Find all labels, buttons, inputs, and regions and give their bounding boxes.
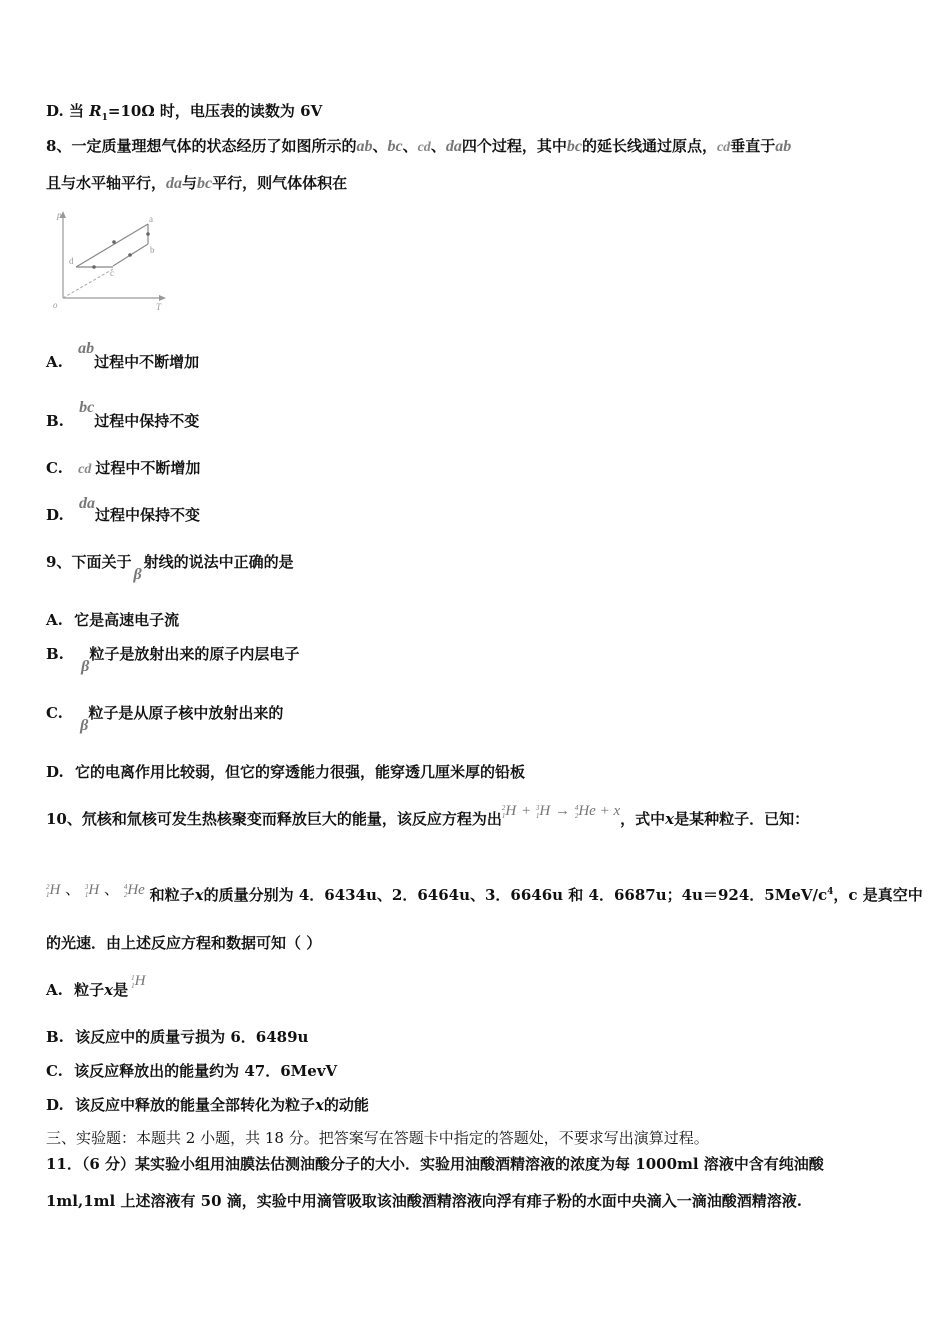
- question-number: 8、: [46, 137, 72, 155]
- nuclide-deuterium: 2 1 H: [46, 882, 61, 899]
- stem-text: 垂直于: [730, 137, 776, 155]
- option-label: D.: [46, 1096, 64, 1114]
- q10-stem-line1: [46, 803, 810, 830]
- q9-option-d: [46, 762, 525, 782]
- y-axis-label: p: [57, 210, 62, 220]
- stem-text: 1ml,1ml 上述溶液有 50 滴，实验中用滴管吸取该油酸酒精溶液向浮有痱子粉的水面中央滴入一滴油酸酒精溶液.: [46, 1192, 803, 1210]
- section-text: 三、实验题：本题共 2 小题，共 18 分。把答案写在答题卡中指定的答题处，不要求写出演算过程。: [46, 1129, 709, 1147]
- math-cd: cd: [716, 140, 731, 155]
- x-axis-arrow: [159, 295, 166, 301]
- option-label: C.: [46, 1062, 63, 1080]
- stem-text: 的延长线通过原点，: [581, 137, 717, 155]
- q9-option-c: [46, 703, 284, 734]
- option-text: 过程中保持不变: [94, 506, 200, 524]
- option-text: 粒子: [74, 981, 105, 999]
- stem-text: 一定质量理想气体的状态经历了如图所示的: [71, 137, 357, 155]
- nuclide-proton: 1 1 H: [131, 973, 146, 990]
- point-b-label: b: [150, 245, 155, 255]
- stem-text: 平行，则气体体积在: [212, 174, 348, 192]
- separator: 、: [65, 880, 81, 898]
- math-bc: bc: [79, 399, 95, 416]
- math-bc: bc: [197, 175, 213, 192]
- question-number: 9、: [46, 553, 72, 571]
- arrow-dot-cd: [92, 265, 96, 269]
- option-label: D.: [46, 763, 64, 781]
- option-text: 该反应中释放的能量全部转化为粒子: [74, 1096, 315, 1114]
- option-text: 过程中不断增加: [95, 459, 201, 477]
- math-da: da: [166, 175, 183, 192]
- stem-text: 四个过程，其中: [461, 137, 567, 155]
- math-x: x: [194, 886, 204, 904]
- math-da: da: [445, 138, 462, 155]
- q9-option-b: [46, 644, 300, 675]
- arrow-dot-da: [112, 240, 116, 244]
- exponent: 4: [827, 887, 834, 897]
- option-label: C.: [46, 459, 63, 477]
- plus-sign: +: [521, 803, 532, 819]
- q8-option-d: [46, 495, 200, 526]
- x-axis-label: T: [156, 302, 162, 312]
- option-text: 粒子是放射出来的原子内层电子: [89, 645, 300, 663]
- option-text: 该反应释放出的能量约为 47．6MevV: [74, 1062, 338, 1080]
- math-da: da: [78, 495, 95, 512]
- q10-option-b: [46, 1027, 308, 1047]
- point-a-label: a: [149, 214, 153, 224]
- nuclide-deuterium: 2 1 H: [501, 803, 517, 820]
- stem-text: 的质量分别为 4．6434u、2．6464u、3．6646u 和 4．6687u；4u＝924．5MeV/c: [203, 886, 828, 904]
- stem-text: ，c 是真空中: [833, 886, 923, 904]
- option-label: D.: [46, 506, 64, 524]
- nuclide-list: [46, 880, 150, 898]
- q10-stem-line2: [46, 882, 923, 906]
- q8-stem-line1: [46, 136, 791, 158]
- point-d-label: d: [69, 256, 74, 266]
- stem-text: 射线的说法中正确的是: [143, 553, 294, 571]
- q10-stem-line3: [46, 933, 321, 953]
- math-beta: β: [133, 566, 142, 583]
- q8-stem-line2: [46, 173, 347, 194]
- option-text: 它的电离作用比较弱，但它的穿透能力很强，能穿透几厘米厚的铅板: [74, 763, 525, 781]
- separator: 、: [372, 137, 388, 155]
- resistor-subscript: 1: [101, 113, 108, 123]
- math-beta: β: [80, 717, 89, 734]
- option-label: A.: [46, 353, 63, 371]
- option-text: 过程中保持不变: [94, 412, 200, 430]
- q8-option-c: [46, 458, 200, 480]
- segment-da: [76, 224, 148, 267]
- option-text: 过程中不断增加: [94, 353, 200, 371]
- stem-text: ，式中: [620, 810, 666, 828]
- math-cd: cd: [417, 140, 431, 155]
- math-ab: ab: [775, 138, 792, 155]
- stem-text: 与: [182, 174, 198, 192]
- option-label: B.: [46, 1028, 64, 1046]
- option-text: 的动能: [323, 1096, 369, 1114]
- math-ab: ab: [356, 138, 373, 155]
- math-x: x: [104, 981, 114, 999]
- reaction-equation: [502, 800, 620, 821]
- separator: 、: [402, 137, 418, 155]
- option-text: 粒子是从原子核中放射出来的: [88, 704, 284, 722]
- arrow-dot-ab: [146, 232, 150, 236]
- section-heading: [46, 1128, 709, 1148]
- arrow-dot-bc: [128, 253, 132, 257]
- stem-text: 氘核和氚核可发生热核聚变而释放巨大的能量，该反应方程为出: [81, 810, 502, 828]
- q9-stem: [46, 552, 294, 583]
- option-text: 它是高速电子流: [74, 611, 180, 629]
- q8-option-b: [46, 399, 200, 432]
- option-text-post: =10Ω 时，电压表的读数为 6V: [107, 102, 323, 120]
- resistor-symbol: R: [89, 102, 102, 120]
- stem-text: 11．（6 分）某实验小组用油膜法估测油酸分子的大小．实验用油酸酒精溶液的浓度为每 1000ml 溶液中含有纯油酸: [46, 1155, 824, 1173]
- option-label: C.: [46, 704, 63, 722]
- math-bc: bc: [566, 138, 582, 155]
- math-cd: cd: [78, 462, 92, 477]
- math-beta: β: [81, 658, 90, 675]
- option-label: B.: [46, 645, 64, 663]
- separator: 、: [104, 880, 120, 898]
- q10-option-d: [46, 1095, 369, 1115]
- option-label: D.: [46, 102, 64, 120]
- math-x: x: [665, 810, 675, 828]
- option-label: B.: [46, 412, 64, 430]
- nuclide-tritium: 3 1 H: [535, 803, 551, 820]
- option-text-pre: 当: [68, 102, 90, 120]
- origin-label: o: [53, 300, 58, 310]
- point-c-label: c: [110, 268, 114, 278]
- q11-line2: [46, 1191, 802, 1211]
- nuclide-tritium: 3 1 H: [84, 882, 100, 899]
- q8-option-a: [46, 340, 200, 373]
- pt-graph: [48, 208, 178, 312]
- option-text: 是: [113, 981, 129, 999]
- stem-text: 下面关于: [71, 553, 132, 571]
- q10-option-a: [46, 973, 146, 1001]
- q11-line1: [46, 1154, 824, 1174]
- stem-text: 是某种粒子．已知：: [674, 810, 810, 828]
- option-label: A.: [46, 981, 63, 999]
- arrow-icon: →: [555, 803, 571, 819]
- stem-text: 且与水平轴平行，: [46, 174, 167, 192]
- math-x: x: [314, 1096, 324, 1114]
- q7-option-d: [46, 101, 322, 128]
- stem-text: 和粒子: [149, 886, 195, 904]
- nuclide-helium: 4 2 He: [123, 882, 145, 899]
- math-ab: ab: [78, 340, 95, 357]
- option-text: 该反应中的质量亏损为 6．6489u: [75, 1028, 309, 1046]
- q10-option-c: [46, 1061, 337, 1081]
- origin-extension-line: [63, 269, 113, 298]
- option-label: A.: [46, 611, 63, 629]
- nuclide-helium: 4 2 He + x: [574, 803, 621, 820]
- separator: 、: [430, 137, 446, 155]
- stem-text: 的光速．由上述反应方程和数据可知（ ）: [46, 934, 322, 952]
- question-number: 10、: [46, 810, 82, 828]
- q9-option-a: [46, 610, 179, 630]
- math-bc: bc: [387, 138, 403, 155]
